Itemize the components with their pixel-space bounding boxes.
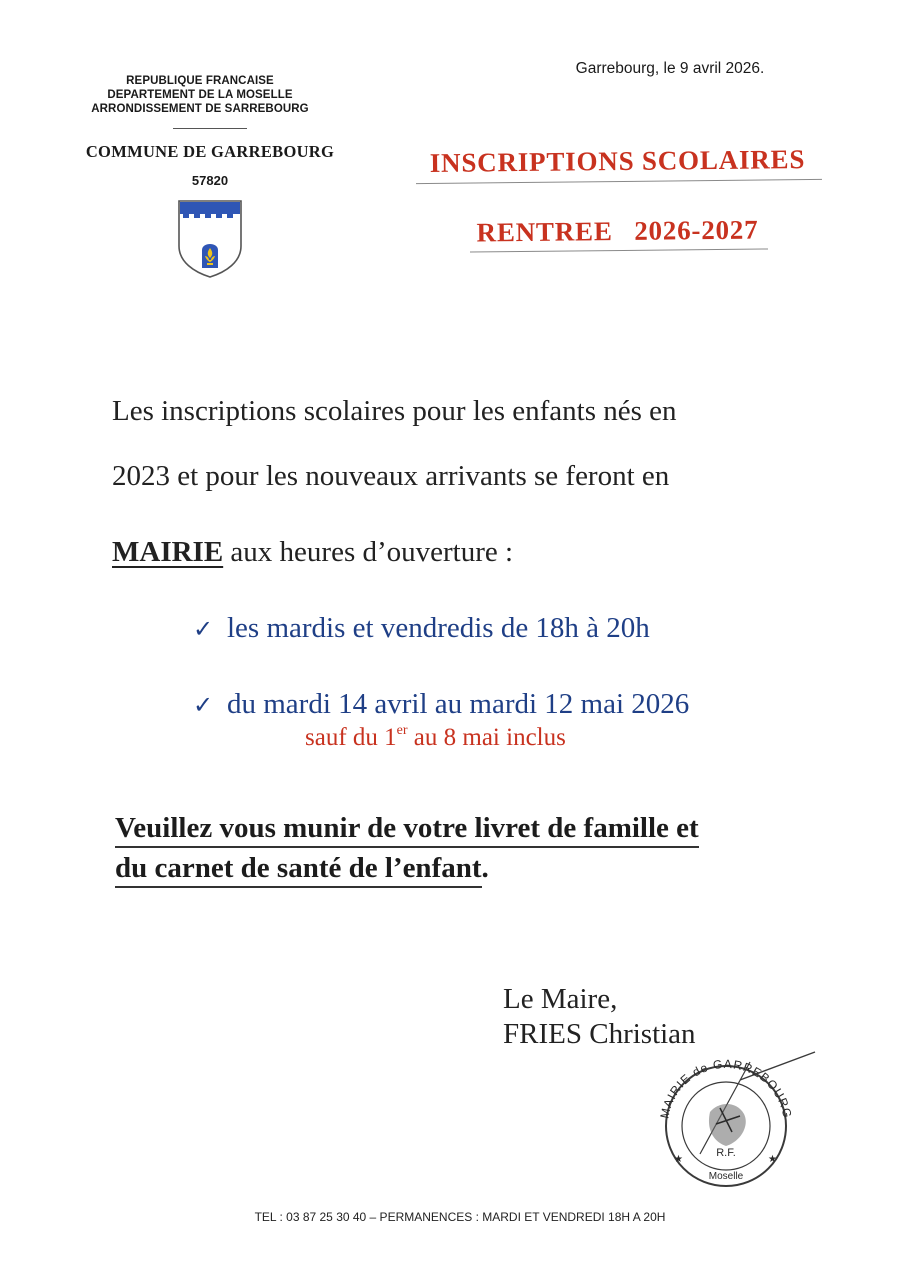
body-line-3 — [112, 536, 513, 569]
notice-line-2-end: . — [481, 852, 489, 884]
check-icon: ✓ — [193, 615, 214, 643]
postal-code: 57820 — [191, 173, 229, 188]
official-stamp — [640, 1042, 820, 1190]
header-arrondissement: ARRONDISSEMENT DE SARREBOURG — [91, 103, 309, 115]
title-underline-2 — [470, 248, 768, 252]
title-line1-text: INSCRIPTIONS SCOLAIRES — [429, 144, 806, 178]
coat-of-arms-icon — [176, 198, 244, 280]
exception-pre: sauf du 1 — [305, 724, 397, 751]
header-republique: REPUBLIQUE FRANCAISE — [126, 75, 274, 87]
commune-name: COMMUNE DE GARREBOURG — [85, 142, 335, 161]
stamp-star-right-icon: ★ — [768, 1154, 777, 1165]
notice-line-2-text: du carnet de santé de l’enfant — [115, 852, 482, 888]
notice-line-2 — [115, 852, 489, 885]
signature-name: FRIES Christian — [503, 1018, 696, 1050]
notice-line-1 — [115, 812, 699, 845]
title-inscriptions — [410, 144, 825, 179]
body-line-1: Les inscriptions scolaires pour les enfants nés en — [112, 395, 677, 427]
mairie-word: MAIRIE — [112, 536, 224, 568]
header-departement: DEPARTEMENT DE LA MOSELLE — [107, 89, 293, 101]
title-rentree — [410, 214, 825, 249]
bullet-period — [193, 688, 689, 721]
exception-post: au 8 mai inclus — [407, 724, 566, 751]
signature-title: Le Maire, — [503, 983, 618, 1015]
check-icon: ✓ — [193, 691, 214, 719]
document-date: Garrebourg, le 9 avril 2026. — [575, 60, 765, 77]
stamp-middle-text: R.F. — [716, 1147, 736, 1159]
body-line-2: 2023 et pour les nouveaux arrivants se feront en — [112, 460, 670, 492]
bullet-schedule-text: les mardis et vendredis de 18h à 20h — [227, 612, 650, 644]
title-line2-text: RENTREE 2026-2027 — [476, 214, 759, 248]
bullet-period-text: du mardi 14 avril au mardi 12 mai 2026 — [227, 688, 690, 720]
bullet-schedule — [193, 612, 650, 645]
notice-line-1-text: Veuillez vous munir de votre livret de famille et — [115, 812, 699, 848]
exception-note — [305, 723, 566, 752]
stamp-star-left-icon: ★ — [674, 1154, 683, 1165]
exception-sup: er — [396, 723, 408, 738]
footer-contact: TEL : 03 87 25 30 40 – PERMANENCES : MARDI ET VENDREDI 18H A 20H — [254, 1210, 666, 1224]
body-line-3-rest: aux heures d’ouverture : — [223, 536, 514, 568]
stamp-top-text: MAIRIE de GARREBOURG — [657, 1056, 795, 1120]
title-underline-1 — [416, 179, 822, 184]
header-divider — [173, 128, 247, 129]
stamp-bottom-text: Moselle — [708, 1171, 744, 1182]
